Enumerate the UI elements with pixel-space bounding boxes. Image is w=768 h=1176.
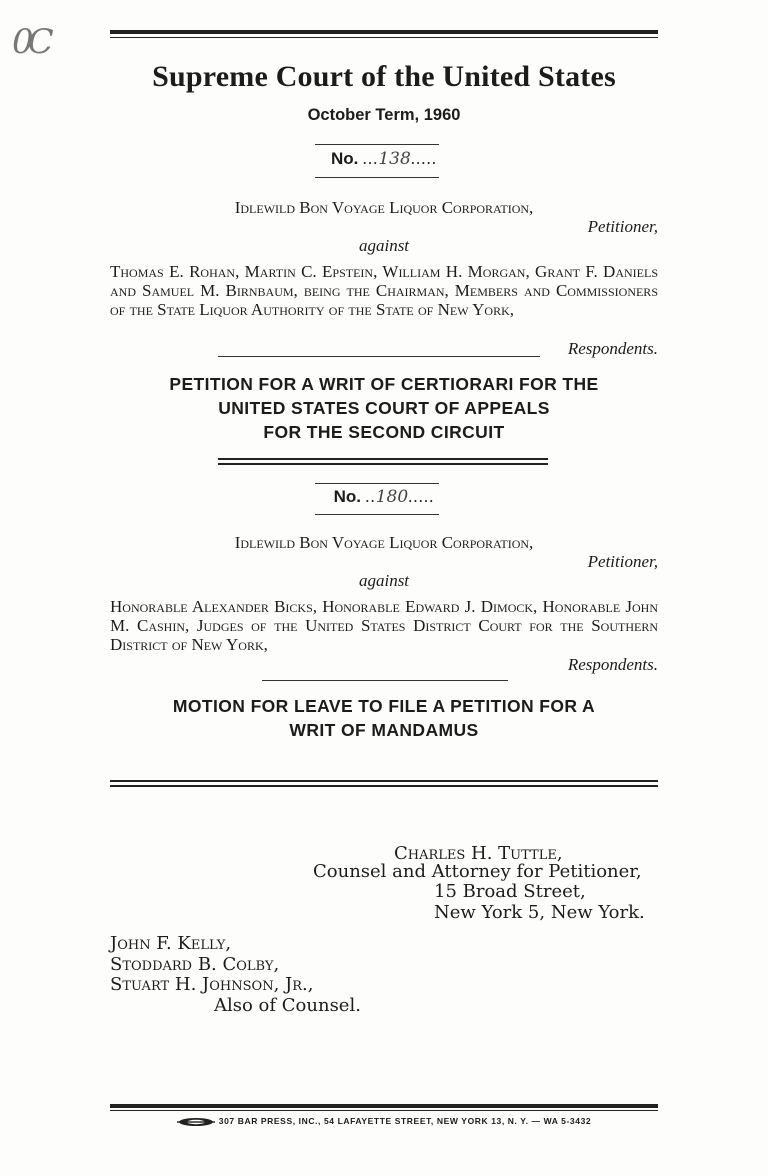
counsel-name: Charles H. Tuttle, (394, 843, 563, 864)
top-rule-thick (110, 30, 658, 34)
case1-heading-3: FOR THE SECOND CIRCUIT (263, 422, 505, 442)
also-counsel-name-1: John F. Kelly, (110, 933, 232, 954)
case1-petitioner-name: Idlewild Bon Voyage Liquor Corporation, (234, 198, 534, 217)
case1-number-rule-top (315, 144, 439, 145)
lower-rule-1 (110, 780, 658, 782)
case2-against: against (358, 571, 410, 590)
case1-heading-1: PETITION FOR A WRIT OF CERTIORARI FOR THE (169, 374, 599, 394)
case2-petitioner-role: Petitioner, (587, 552, 658, 571)
case1-heading-2: UNITED STATES COURT OF APPEALS (218, 398, 550, 418)
printer-line-text: 307 BAR PRESS, INC., 54 LAFAYETTE STREET, NEW YORK 13, N. Y. — WA 5-3432 (218, 1116, 592, 1126)
lower-rule-2 (110, 785, 658, 787)
case1-number-rule-bottom (315, 177, 439, 178)
term-line: October Term, 1960 (307, 106, 461, 124)
case2-heading-1: MOTION FOR LEAVE TO FILE A PETITION FOR A (172, 696, 596, 716)
case2-respondents-role: Respondents. (567, 655, 658, 674)
case1-number: No. ...138..... (330, 149, 438, 169)
middle-rule-2 (218, 463, 548, 465)
court-title: Supreme Court of the United States (152, 60, 616, 93)
case2-respondents: Honorable Alexander Bicks, Honorable Edward J. Dimock, Honorable John M. Cashin, Judges of the United States District Court for the Southern District of New York, (110, 597, 658, 654)
top-rule-thin (110, 37, 658, 38)
also-counsel-name-3: Stuart H. Johnson, Jr., (110, 974, 314, 995)
document-page (110, 0, 658, 1176)
case2-number-value: 180 (375, 487, 409, 507)
counsel-role: Counsel and Attorney for Petitioner, (313, 861, 642, 882)
case2-heading-2: WRIT OF MANDAMUS (289, 720, 479, 740)
case2-number: No. ..180..... (333, 487, 435, 507)
case1-petitioner-role: Petitioner, (587, 217, 658, 236)
case1-respondents-role: Respondents. (567, 339, 658, 358)
case1-number-value: 138 (378, 149, 411, 169)
case1-against: against (358, 236, 410, 255)
middle-rule-1 (218, 458, 548, 460)
case1-number-label: No. (330, 149, 359, 168)
case1-respondents: Thomas E. Rohan, Martin C. Epstein, William H. Morgan, Grant F. Daniels and Samuel M. Birnbaum, being the Chairman, Members and Commissioners of the State Liquor Authority of the State of New York, (110, 262, 658, 319)
case2-respondents-rule (262, 680, 508, 681)
case2-number-label: No. (333, 487, 361, 506)
case2-number-rule-bottom (315, 514, 439, 515)
counsel-address-1: 15 Broad Street, (434, 881, 586, 902)
footer-rule-thick (110, 1104, 658, 1108)
printer-logo-icon (177, 1117, 215, 1127)
also-counsel-name-2: Stoddard B. Colby, (110, 954, 280, 975)
counsel-address-2: New York 5, New York. (434, 902, 645, 923)
printer-line (110, 1116, 658, 1127)
case2-number-rule-top (315, 483, 439, 484)
margin-handwritten-note: 0C (12, 22, 48, 62)
footer-rule-thin (110, 1110, 658, 1111)
also-counsel-label: Also of Counsel. (214, 995, 361, 1016)
case2-petitioner-name: Idlewild Bon Voyage Liquor Corporation, (234, 533, 534, 552)
